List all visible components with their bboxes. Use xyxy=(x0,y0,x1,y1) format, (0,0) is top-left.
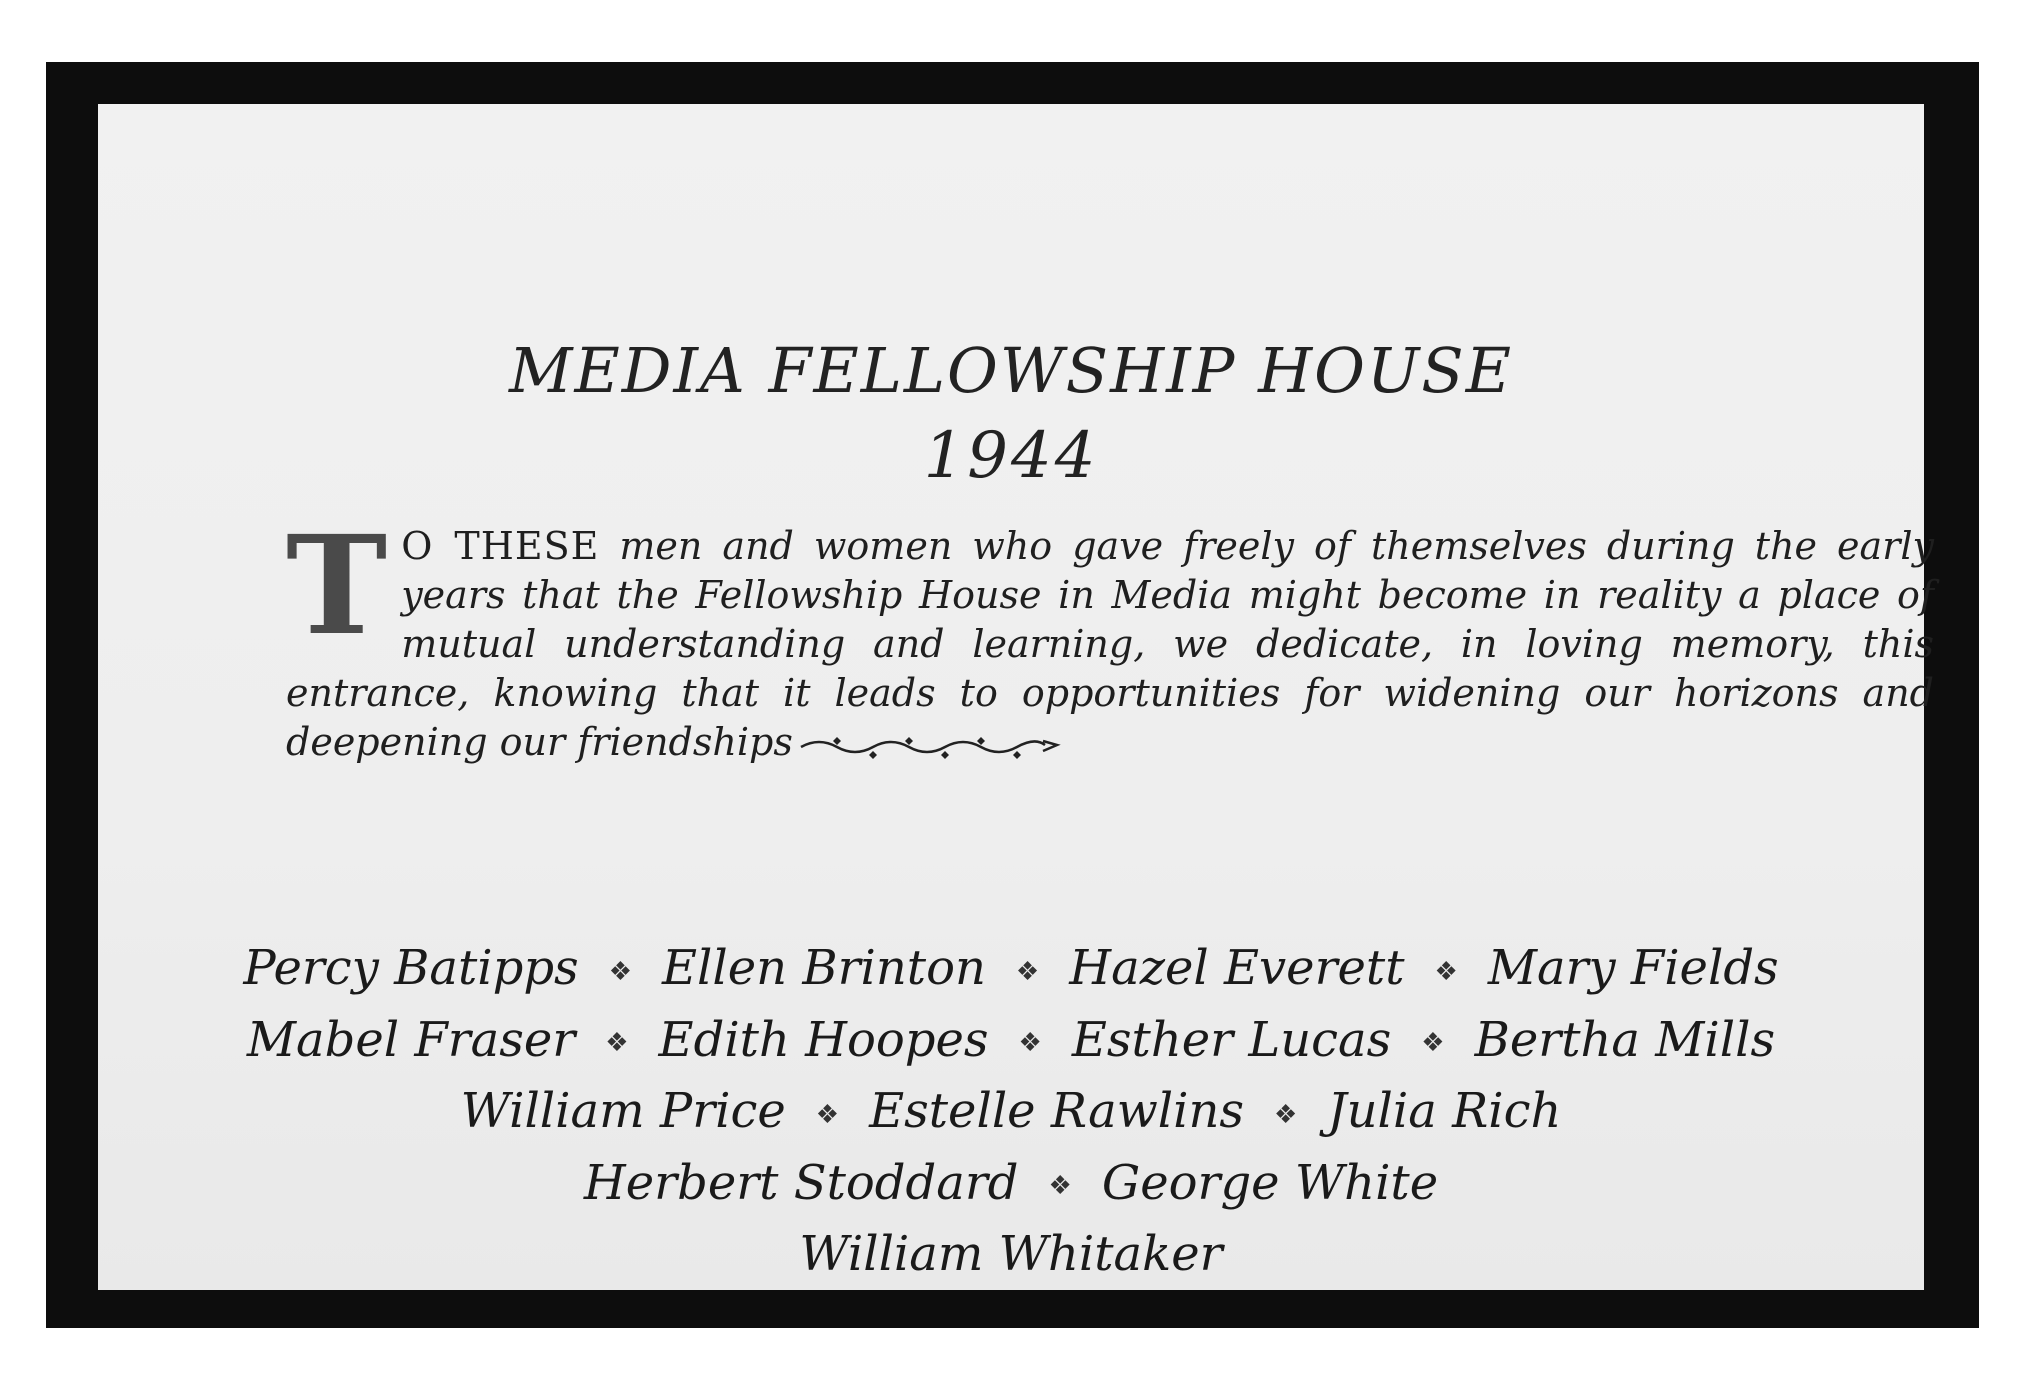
name-entry: William Whitaker xyxy=(799,1226,1223,1282)
dedication-card xyxy=(98,104,1934,1290)
name-entry: Herbert Stoddard xyxy=(583,1154,1019,1211)
diamond-separator-icon: ❖ xyxy=(608,956,632,987)
flourish-ornament xyxy=(799,733,1061,759)
diamond-separator-icon: ❖ xyxy=(1048,1171,1072,1201)
diamond-separator-icon: ❖ xyxy=(815,1099,840,1130)
black-frame xyxy=(46,62,1979,1328)
diamond-separator-icon: ❖ xyxy=(1274,1099,1298,1130)
drop-cap: T xyxy=(286,506,388,666)
diamond-separator-icon: ❖ xyxy=(1421,1028,1445,1058)
name-entry: Hazel Everett xyxy=(1069,940,1405,996)
names-row xyxy=(98,1006,1924,1078)
name-entry: George White xyxy=(1101,1154,1439,1211)
name-entry: Ellen Brinton xyxy=(662,940,986,996)
dedication-paragraph xyxy=(286,506,1934,842)
names-row xyxy=(98,934,1924,1006)
card-year: 1944 xyxy=(923,419,1099,493)
diamond-separator-icon: ❖ xyxy=(1434,956,1458,987)
name-entry: Mabel Fraser xyxy=(246,1011,576,1068)
name-entry: Percy Batipps xyxy=(243,940,579,996)
name-entry: Julia Rich xyxy=(1327,1083,1562,1139)
name-entry: Estelle Rawlins xyxy=(869,1083,1245,1139)
diamond-separator-icon: ❖ xyxy=(605,1028,629,1058)
diamond-separator-icon: ❖ xyxy=(1018,1028,1042,1058)
dedication-lead-in: O THESE xyxy=(401,524,600,568)
name-entry: Bertha Mills xyxy=(1474,1011,1776,1068)
names-row xyxy=(98,1220,1924,1288)
diamond-separator-icon: ❖ xyxy=(1015,956,1040,987)
name-entry: Esther Lucas xyxy=(1071,1011,1392,1068)
dedication-text: men and women who gave freely of themselves during the early years that the Fellowship House in Media might become in reality a place of mutual understanding and learning, we dedicate, in loving memory, this entrance, knowing that it leads to opportunities for widening our horizons and deepening our friendships xyxy=(286,524,1934,764)
name-entry: Edith Hoopes xyxy=(658,1011,989,1068)
names-list xyxy=(98,934,1924,1288)
names-row xyxy=(98,1149,1924,1221)
name-entry: William Price xyxy=(460,1083,786,1139)
name-entry: Mary Fields xyxy=(1487,940,1779,996)
names-row xyxy=(98,1077,1924,1149)
card-title: MEDIA FELLOWSHIP HOUSE xyxy=(509,334,1513,407)
